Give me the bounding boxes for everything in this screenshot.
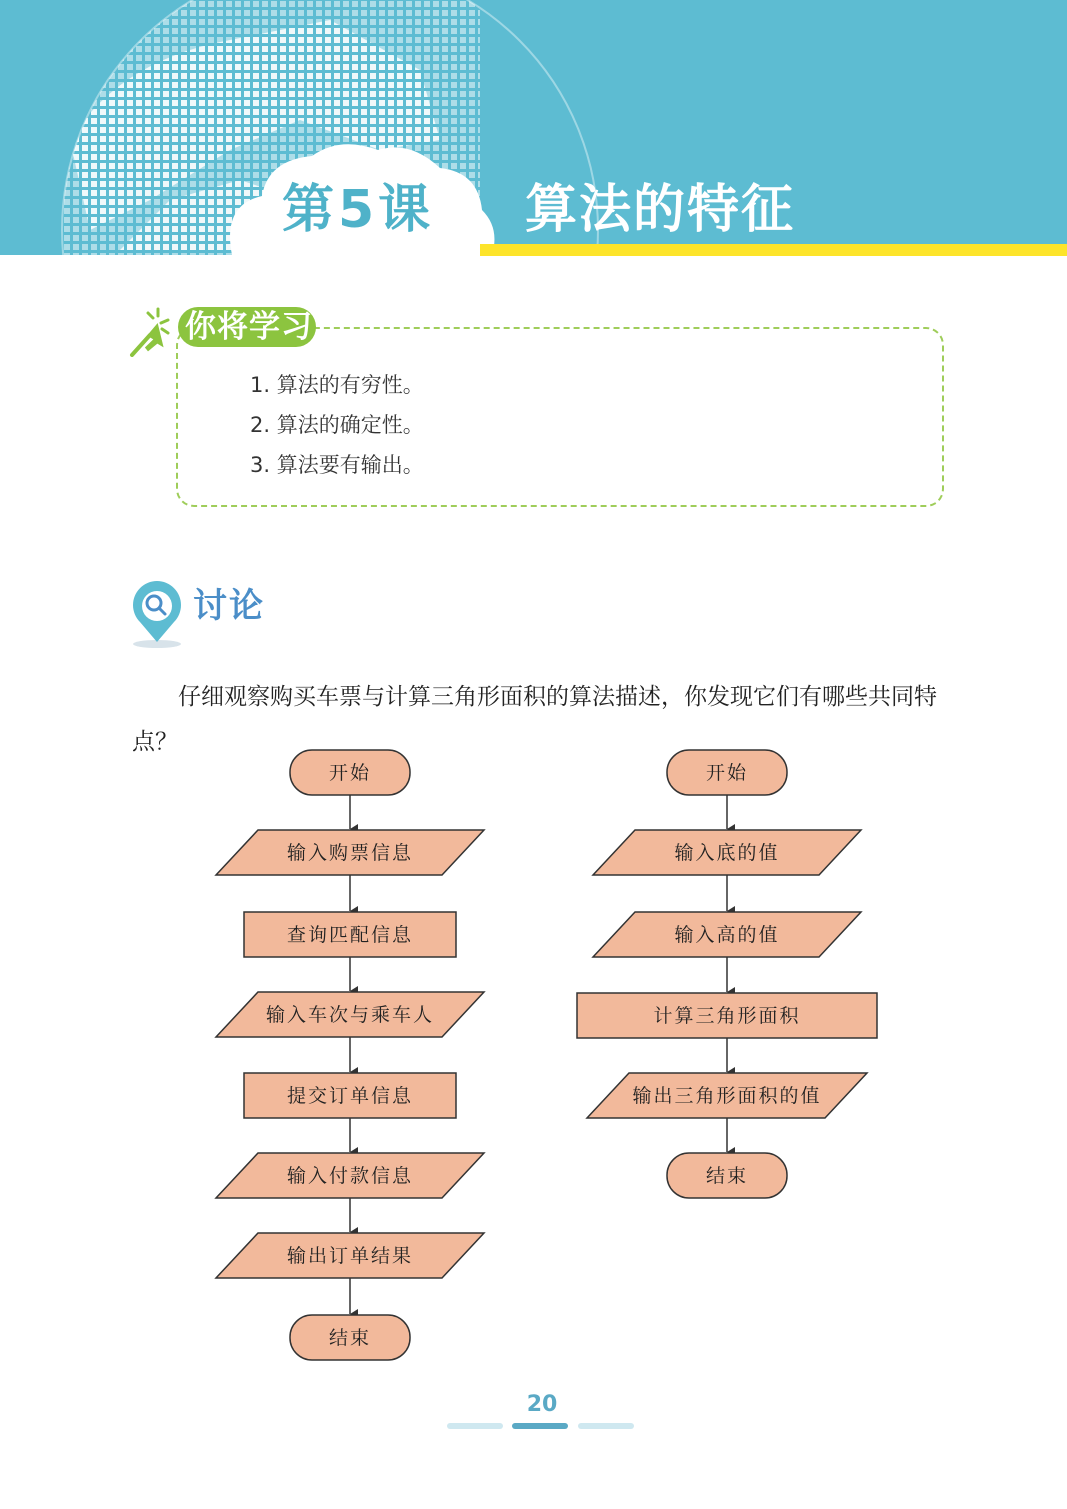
flow-node-label: 开始 — [705, 761, 749, 784]
flow-node-label: 提交订单信息 — [286, 1084, 414, 1107]
flow-node-label: 输出订单结果 — [286, 1244, 414, 1267]
flow-node-label: 输入底的值 — [674, 841, 780, 864]
flow-node-label: 输入购票信息 — [286, 841, 414, 864]
flow-node-label: 计算三角形面积 — [653, 1004, 801, 1027]
objectives-label: 你将学习 — [185, 309, 313, 345]
flow-node-label: 结束 — [328, 1326, 372, 1349]
objective-item: 3. 算法要有输出。 — [250, 453, 424, 477]
objective-item: 1. 算法的有穷性。 — [250, 373, 424, 397]
page-bar-right — [578, 1423, 634, 1429]
flow-node-label: 查询匹配信息 — [286, 923, 414, 946]
page-number: 20 — [526, 1392, 558, 1417]
discussion-text: 仔细观察购买车票与计算三角形面积的算法描述，你发现它们有哪些共同特点？ — [132, 684, 937, 755]
flow-node-label: 输入高的值 — [674, 923, 780, 946]
flow-node-label: 开始 — [328, 761, 372, 784]
discussion-title: 讨论 — [193, 586, 265, 626]
lesson-title: 算法的特征 — [525, 180, 796, 240]
flow-node-label: 输出三角形面积的值 — [632, 1084, 822, 1107]
flow-node-label: 输入付款信息 — [286, 1164, 414, 1187]
page-bar-left — [447, 1423, 503, 1429]
flow-node-label: 结束 — [705, 1164, 749, 1187]
objective-item: 2. 算法的确定性。 — [250, 413, 424, 437]
page-bar-center — [512, 1423, 568, 1429]
flow-node-label: 输入车次与乘车人 — [265, 1003, 435, 1026]
lesson-number: 第5课 — [282, 180, 435, 240]
